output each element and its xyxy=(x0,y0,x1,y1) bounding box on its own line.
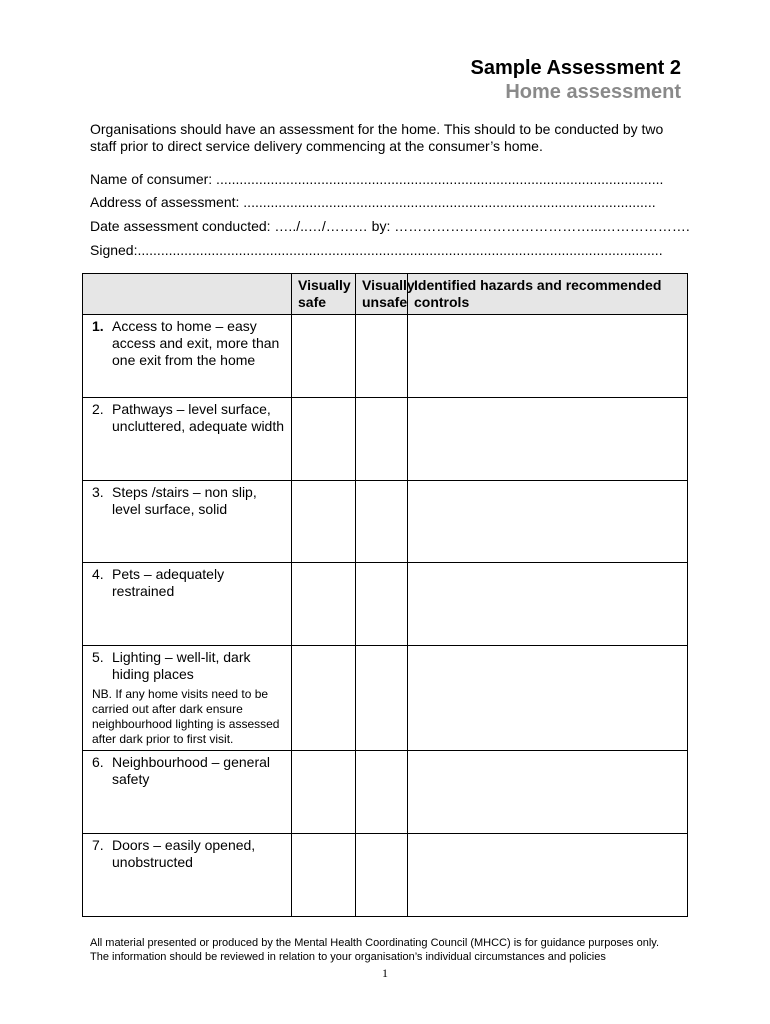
consumer-name-field: Name of consumer: ................................................................................................................... xyxy=(90,171,664,187)
intro-paragraph: Organisations should have an assessment for the home. This should to be conducted by two staff prior to direct service delivery commencing at the consumer’s home. xyxy=(90,121,664,154)
safe-cell[interactable] xyxy=(292,315,356,398)
signed-field: Signed:....................................................................................................................................... xyxy=(90,242,663,258)
table-row xyxy=(83,315,688,398)
hazards-cell[interactable] xyxy=(408,646,688,751)
header-hazards: Identified hazards and recommended controls xyxy=(408,274,688,315)
unsafe-cell[interactable] xyxy=(356,563,408,646)
page-subtitle: Home assessment xyxy=(505,81,681,103)
safe-cell[interactable] xyxy=(292,481,356,563)
table-row xyxy=(83,751,688,834)
hazards-cell[interactable] xyxy=(408,834,688,917)
table-row xyxy=(83,398,688,481)
unsafe-cell[interactable] xyxy=(356,398,408,481)
footer-disclaimer xyxy=(90,936,690,964)
item-text: Pathways – level surface, uncluttered, adequate width xyxy=(112,401,285,434)
hazards-cell[interactable] xyxy=(408,315,688,398)
item-text: Steps /stairs – non slip, level surface, solid xyxy=(112,484,257,517)
item-number: 7. xyxy=(92,837,104,853)
footer-line: The information should be reviewed in relation to your organisation’s individual circumstances and policies xyxy=(90,951,606,963)
item-number: 4. xyxy=(92,566,104,582)
hazards-cell[interactable] xyxy=(408,563,688,646)
item-number: 3. xyxy=(92,484,104,500)
item-cell xyxy=(83,315,292,398)
header-item xyxy=(83,274,292,315)
item-cell xyxy=(83,563,292,646)
item-number: 6. xyxy=(92,754,104,770)
footer-line: All material presented or produced by the Mental Health Coordinating Council (MHCC) is for guidance purposes only. xyxy=(90,937,660,949)
item-cell xyxy=(83,646,292,751)
item-cell xyxy=(83,834,292,917)
unsafe-cell[interactable] xyxy=(356,481,408,563)
table-row xyxy=(83,481,688,563)
table-header-row xyxy=(83,274,688,315)
assessment-address-field: Address of assessment: .......................................................................................................... xyxy=(90,194,656,210)
hazards-cell[interactable] xyxy=(408,481,688,563)
table-row xyxy=(83,646,688,751)
hazards-cell[interactable] xyxy=(408,751,688,834)
item-text: Neighbourhood – general safety xyxy=(112,754,271,787)
item-cell xyxy=(83,398,292,481)
item-note: NB. If any home visits need to be carried out after dark ensure neighbourhood lighting is assessed after dark prior to first visit. xyxy=(92,687,280,746)
safe-cell[interactable] xyxy=(292,646,356,751)
header-visually-safe: Visually safe xyxy=(292,274,356,315)
unsafe-cell[interactable] xyxy=(356,646,408,751)
page-number: 1 xyxy=(382,966,388,980)
item-text: Doors – easily opened, unobstructed xyxy=(112,837,256,870)
table-row xyxy=(83,563,688,646)
header-visually-unsafe: Visually unsafe xyxy=(356,274,408,315)
hazards-cell[interactable] xyxy=(408,398,688,481)
assessment-table xyxy=(82,273,688,917)
item-text: Lighting – well-lit, dark hiding places xyxy=(112,649,251,682)
assessment-date-field: Date assessment conducted: …../..…/……… by: ……………………………………...………………. xyxy=(90,218,690,234)
item-cell xyxy=(83,481,292,563)
unsafe-cell[interactable] xyxy=(356,315,408,398)
page-title: Sample Assessment 2 xyxy=(470,57,681,79)
item-number: 1. xyxy=(92,318,104,334)
safe-cell[interactable] xyxy=(292,834,356,917)
item-text: Pets – adequately restrained xyxy=(112,566,225,599)
item-cell xyxy=(83,751,292,834)
safe-cell[interactable] xyxy=(292,398,356,481)
unsafe-cell[interactable] xyxy=(356,834,408,917)
safe-cell[interactable] xyxy=(292,563,356,646)
item-number: 2. xyxy=(92,401,104,417)
safe-cell[interactable] xyxy=(292,751,356,834)
unsafe-cell[interactable] xyxy=(356,751,408,834)
item-text: Access to home – easy access and exit, more than one exit from the home xyxy=(112,318,280,368)
table-row xyxy=(83,834,688,917)
item-number: 5. xyxy=(92,649,104,665)
